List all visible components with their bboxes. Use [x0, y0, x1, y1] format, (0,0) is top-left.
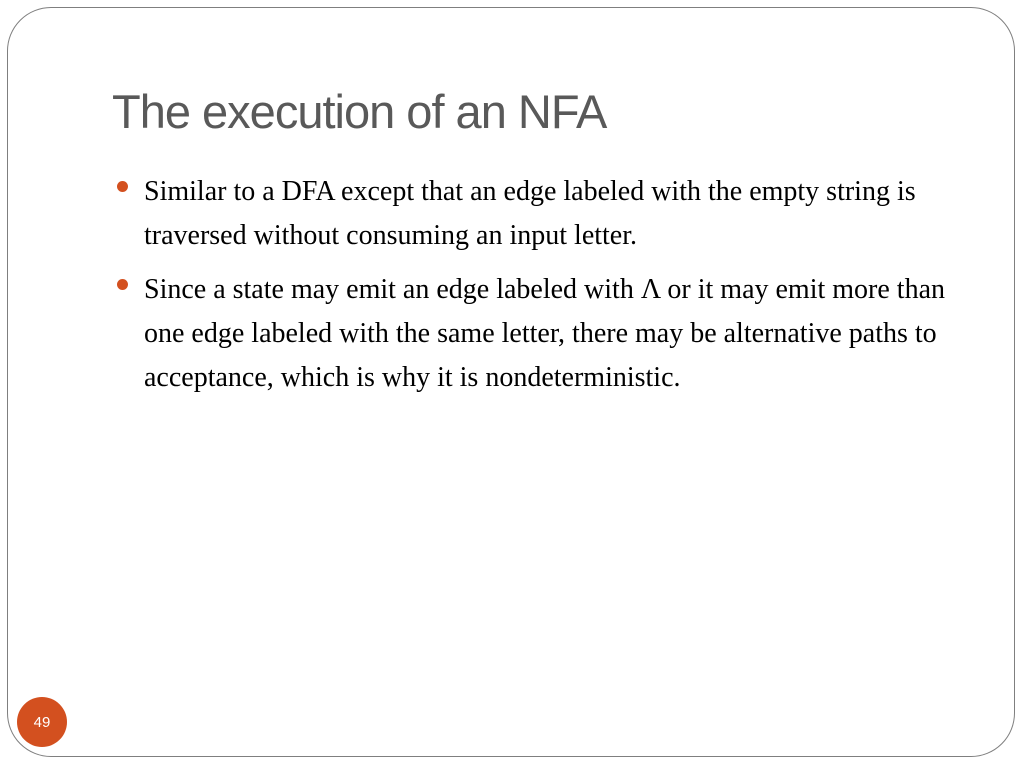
- page-number-badge: 49: [17, 697, 67, 747]
- bullet-dot-icon: [117, 279, 128, 290]
- bullet-list: [116, 170, 956, 410]
- bullet-item: [116, 170, 956, 258]
- bullet-text: Since a state may emit an edge labeled with Λ or it may emit more than one edge labeled with the same letter, there may be alternative paths to acceptance, which is why it is nondeterministic.: [144, 274, 945, 393]
- bullet-text: Similar to a DFA except that an edge labeled with the empty string is traversed without consuming an input letter.: [144, 176, 916, 251]
- bullet-item: [116, 268, 956, 400]
- slide-title: The execution of an NFA: [112, 85, 607, 138]
- bullet-dot-icon: [117, 181, 128, 192]
